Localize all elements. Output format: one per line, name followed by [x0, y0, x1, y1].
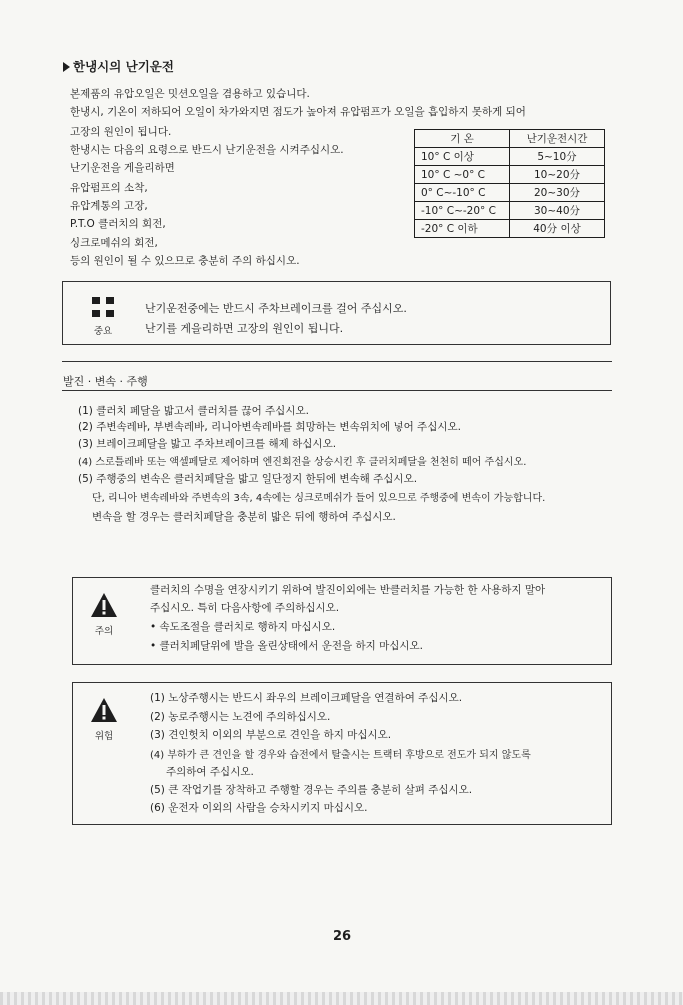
- table-cell: -10° C~-20° C: [415, 202, 510, 220]
- table-cell: 30~40分: [510, 202, 605, 220]
- section2-line: (5) 주행중의 변속은 클러치페달을 밟고 일단정지 한뒤에 변속해 주십시오.: [78, 473, 418, 485]
- table-cell: -20° C 이하: [415, 220, 510, 238]
- section1-line: 유압계통의 고장,: [70, 200, 148, 212]
- table-header-row: [415, 130, 605, 148]
- table-row: [415, 202, 605, 220]
- section-divider: [62, 390, 612, 391]
- warning-triangle-icon: [90, 697, 118, 723]
- scan-edge: [0, 992, 683, 1005]
- section1-line: 난기운전을 게을리하면: [70, 162, 175, 174]
- section2-line: (4) 스로틀레바 또는 액셀페달로 제어하며 엔진회전을 상승시킨 후 클러치페달을 천천히 떼어 주십시오.: [78, 457, 527, 468]
- section1-line: 한냉시, 기온이 저하되어 오일이 차가와지면 점도가 높아져 유압펌프가 오일을 흡입하지 못하게 되어: [70, 106, 526, 118]
- section1-line: 한냉시는 다음의 요령으로 반드시 난기운전을 시켜주십시오.: [70, 144, 344, 156]
- triangle-marker-icon: [63, 62, 70, 72]
- caution-label: 주의: [94, 626, 114, 637]
- danger-icon-group: [82, 697, 126, 742]
- table-row: [415, 184, 605, 202]
- danger-notice-box: [72, 682, 612, 825]
- danger-line: 주의하여 주십시오.: [166, 766, 254, 778]
- danger-line: (2) 농로주행시는 노견에 주의하십시오.: [150, 711, 331, 723]
- danger-line: (3) 견인헛치 이외의 부분으로 견인을 하지 마십시오.: [150, 729, 392, 741]
- section1-heading: 한냉시의 난기운전: [63, 57, 174, 75]
- table-header-cell: 난기운전시간: [510, 130, 605, 148]
- important-icon-group: [81, 296, 125, 337]
- caution-line: • 속도조절을 클러치로 행하지 마십시오.: [150, 621, 336, 633]
- danger-line: (4) 부하가 큰 견인을 할 경우와 습전에서 탈출시는 트랙터 후방으로 전도가 되지 않도록: [150, 750, 531, 761]
- danger-line: (6) 운전자 이외의 사람을 승차시키지 마십시오.: [150, 802, 368, 814]
- warning-square-icon: [90, 296, 116, 318]
- table-cell: 0° C~-10° C: [415, 184, 510, 202]
- caution-line: 클러치의 수명을 연장시키기 위하여 발진이외에는 반클러치를 가능한 한 사용하지 말아: [150, 584, 546, 596]
- page-number: 26: [333, 929, 352, 944]
- table-cell: 40分 이상: [510, 220, 605, 238]
- section2-line: (2) 주변속레바, 부변속레바, 리니아변속레바를 희망하는 변속위치에 넣어 주십시오.: [78, 421, 461, 433]
- warning-triangle-icon: [90, 592, 118, 618]
- section2-line: (3) 브레이크페달을 밟고 주차브레이크를 해제 하십시오.: [78, 438, 337, 450]
- section2-line: 단, 리니아 변속레바와 주변속의 3속, 4속에는 싱크로메쉬가 들어 있으므로 주행중에 변속이 가능합니다.: [92, 493, 546, 504]
- section2-line: (1) 클러치 페달을 밟고서 클러치를 끊어 주십시오.: [78, 405, 309, 417]
- table-row: [415, 148, 605, 166]
- table-row: [415, 166, 605, 184]
- table-cell: 20~30分: [510, 184, 605, 202]
- section1-line: 유압펌프의 소착,: [70, 182, 148, 194]
- danger-label: 위험: [94, 731, 114, 742]
- section2-heading: 발진 · 변속 · 주행: [63, 375, 148, 388]
- section1-line: P.T.O 클러치의 회전,: [70, 218, 166, 230]
- table-row: [415, 220, 605, 238]
- table-cell: 10~20分: [510, 166, 605, 184]
- caution-line: • 클러치페달위에 발을 올린상태에서 운전을 하지 마십시오.: [150, 640, 423, 652]
- section1-line: 본제품의 유압오일은 밋션오일을 겸용하고 있습니다.: [70, 88, 310, 100]
- important-notice-box: [62, 281, 611, 345]
- caution-icon-group: [82, 592, 126, 637]
- section2-line: 변속을 할 경우는 클러치페달을 충분히 밟은 뒤에 행하여 주십시오.: [92, 511, 396, 523]
- important-label: 중요: [93, 326, 113, 337]
- table-cell: 10° C 이상: [415, 148, 510, 166]
- table-header-cell: 기 온: [415, 130, 510, 148]
- section1-line: 싱크로메쉬의 회전,: [70, 237, 158, 249]
- danger-line: (1) 노상주행시는 반드시 좌우의 브레이크페달을 연결하여 주십시오.: [150, 692, 463, 704]
- important-line: 난기운전중에는 반드시 주차브레이크를 걸어 주십시오.: [145, 302, 407, 315]
- section1-line: 등의 원인이 될 수 있으므로 충분히 주의 하십시오.: [70, 255, 300, 267]
- table-cell: 5~10分: [510, 148, 605, 166]
- caution-line: 주십시오. 특히 다음사항에 주의하십시오.: [150, 602, 340, 614]
- table-cell: 10° C ~0° C: [415, 166, 510, 184]
- caution-notice-box: [72, 577, 612, 665]
- section1-line: 고장의 원인이 됩니다.: [70, 126, 172, 138]
- danger-line: (5) 큰 작업기를 장착하고 주행할 경우는 주의를 충분히 살펴 주십시오.: [150, 784, 473, 796]
- important-line: 난기를 게을리하면 고장의 원인이 됩니다.: [145, 322, 344, 335]
- warmup-time-table: [414, 129, 605, 238]
- section-divider: [62, 361, 612, 362]
